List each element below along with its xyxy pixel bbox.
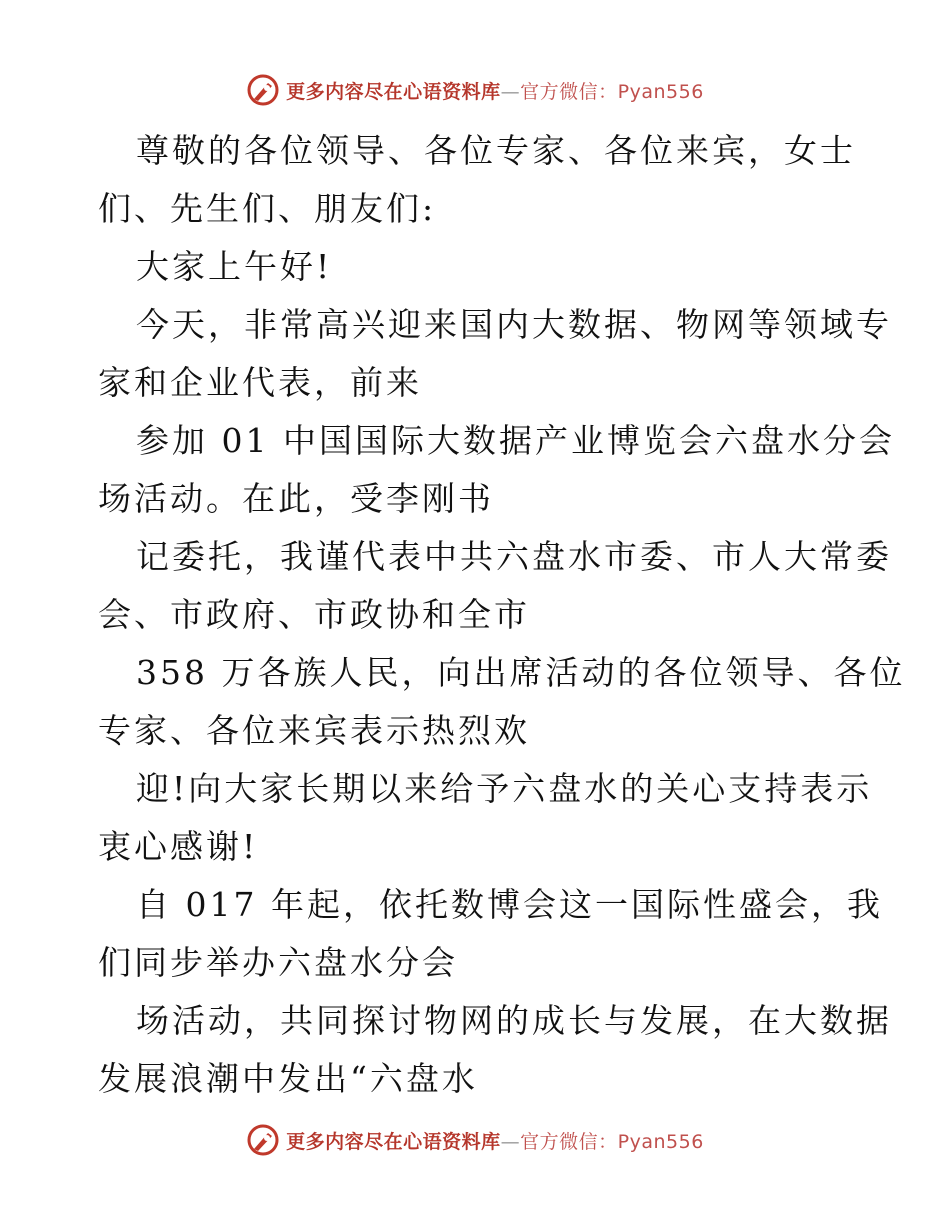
watermark-brand: 更多内容尽在心语资料库 bbox=[286, 1130, 501, 1153]
text-line: 尊敬的各位领导、各位专家、各位来宾，女士 bbox=[136, 131, 856, 170]
text-line: 家和企业代表，前来 bbox=[98, 363, 422, 402]
text-line: 358 万各族人民，向出席活动的各位领导、各位 bbox=[136, 653, 906, 692]
text-line: 们、先生们、朋友们: bbox=[98, 189, 437, 228]
text-line: 场活动。在此，受李刚书 bbox=[98, 479, 494, 518]
text-line: 们同步举办六盘水分会 bbox=[98, 943, 458, 982]
pen-logo-icon bbox=[246, 73, 280, 107]
text-line: 会、市政府、市政协和全市 bbox=[98, 595, 530, 634]
text-line: 发展浪潮中发出“六盘水 bbox=[98, 1059, 478, 1098]
text-line: 大家上午好! bbox=[136, 247, 333, 286]
watermark-separator: — bbox=[500, 80, 521, 103]
text-line: 自 017 年起，依托数博会这一国际性盛会，我 bbox=[136, 885, 883, 924]
text-line: 记委托，我谨代表中共六盘水市委、市人大常委 bbox=[136, 537, 892, 576]
text-line: 专家、各位来宾表示热烈欢 bbox=[98, 711, 530, 750]
document-body bbox=[98, 122, 906, 1108]
watermark-brand: 更多内容尽在心语资料库 bbox=[286, 80, 501, 103]
text-line: 参加 01 中国国际大数据产业博览会六盘水分会 bbox=[136, 421, 895, 460]
watermark-text bbox=[286, 77, 704, 104]
pen-logo-icon bbox=[246, 1123, 280, 1157]
text-line: 场活动，共同探讨物网的成长与发展，在大数据 bbox=[136, 1001, 892, 1040]
footer-watermark bbox=[0, 1120, 950, 1160]
watermark-text bbox=[286, 1127, 704, 1154]
header-watermark bbox=[0, 70, 950, 110]
watermark-wechat: 官方微信：Pyan556 bbox=[520, 80, 704, 103]
text-line: 衷心感谢! bbox=[98, 827, 259, 866]
text-line: 今天，非常高兴迎来国内大数据、物网等领域专 bbox=[136, 305, 892, 344]
watermark-separator: — bbox=[500, 1130, 521, 1153]
watermark-wechat: 官方微信：Pyan556 bbox=[520, 1130, 704, 1153]
text-line: 迎!向大家长期以来给予六盘水的关心支持表示 bbox=[136, 769, 873, 808]
